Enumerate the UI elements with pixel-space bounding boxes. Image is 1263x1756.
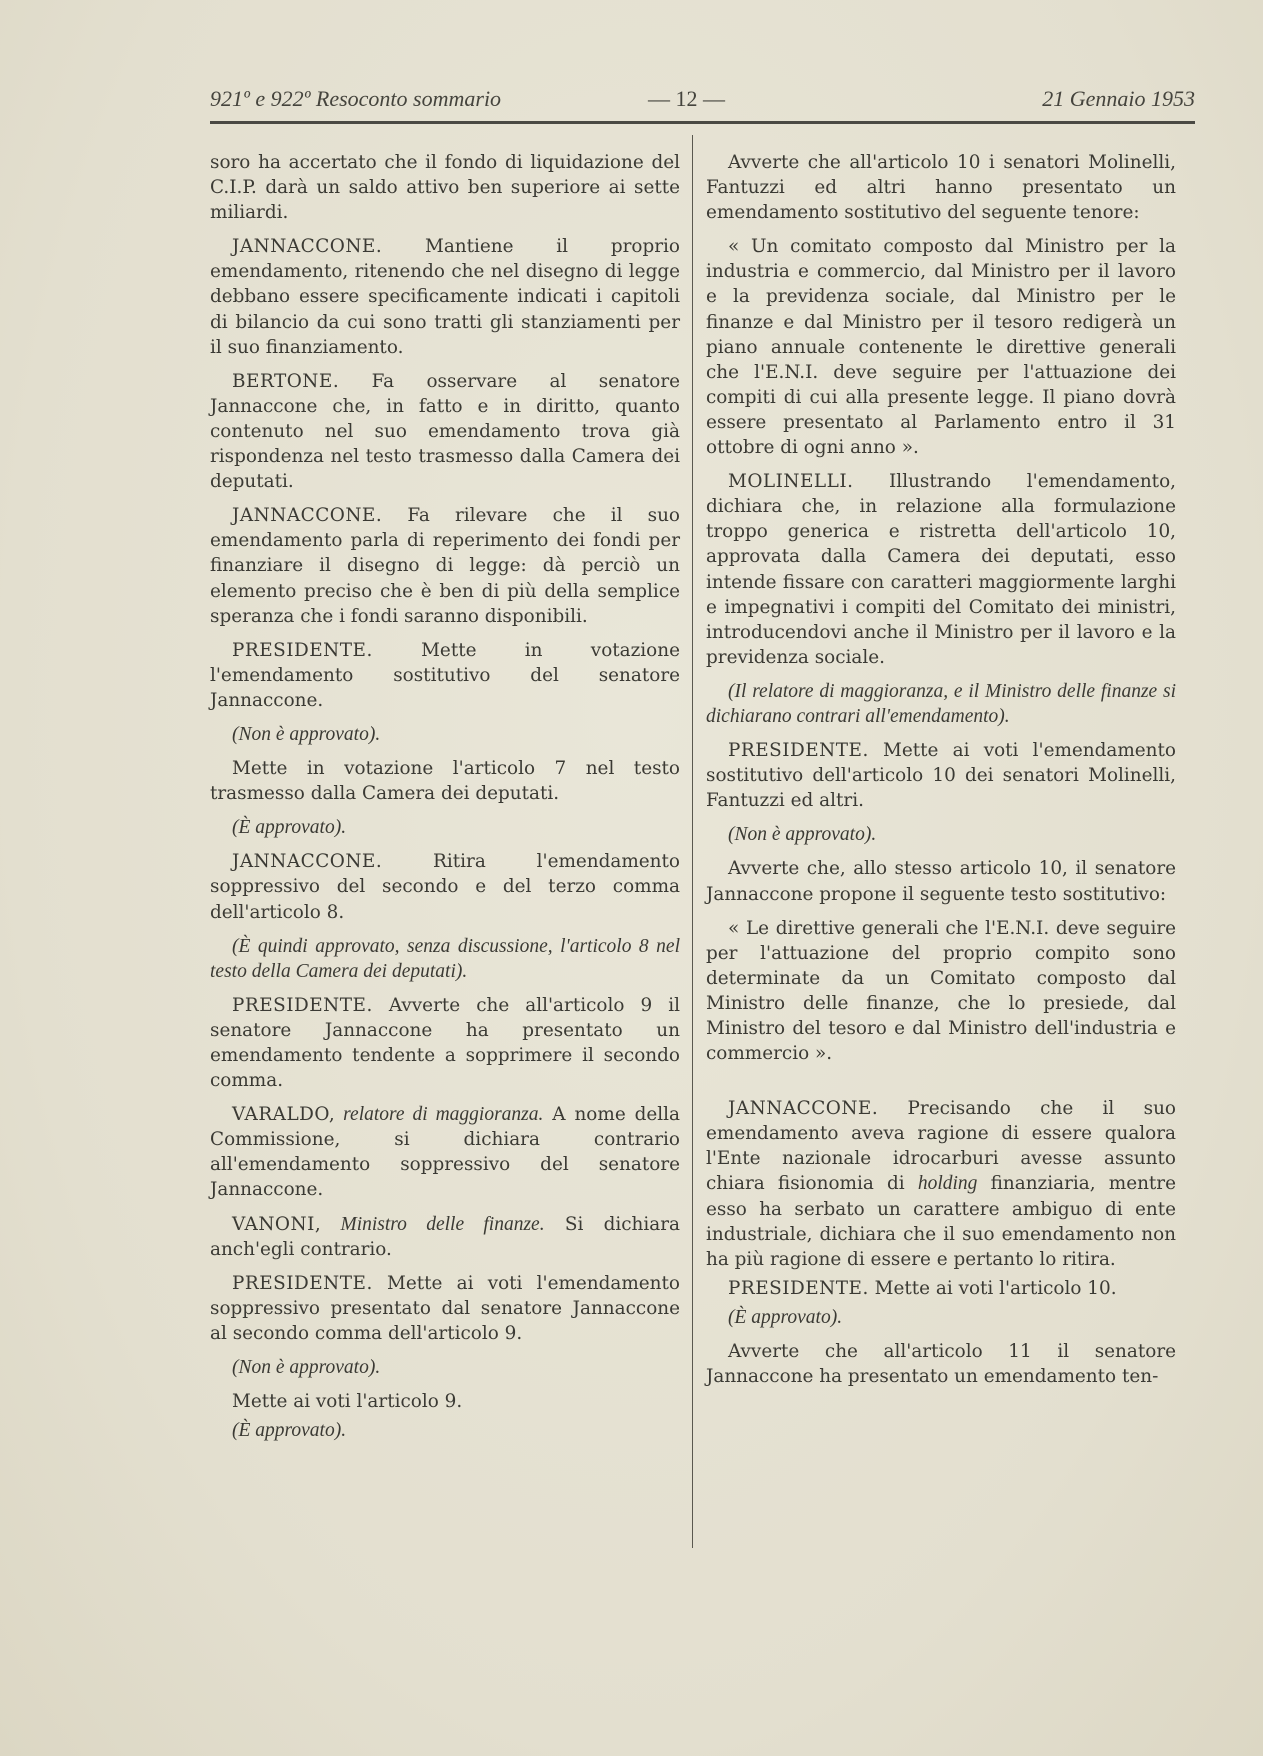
vote-result: (Non è approvato). bbox=[232, 723, 381, 745]
speaker-name: PRESIDENTE. bbox=[232, 1272, 373, 1294]
vote-result: (È approvato). bbox=[728, 1306, 843, 1328]
session-date: 21 Gennaio 1953 bbox=[1042, 86, 1195, 111]
paragraph: JANNACCONE. Precisando che il suo emendamento aveva ragione di essere qualora l'Ente nazionale idrocarburi avesse assunto chiara fisionomia di holding finanziaria, mentre esso ha serbato un carattere ambiguo di ente industriale, dichiara che il suo emendamento non ha più ragione di essere e pertanto lo ritira. bbox=[706, 1098, 1176, 1270]
paragraph: JANNACCONE. Mantiene il proprio emendamento, ritenendo che nel disegno di legge debbano essere specificamente indicati i capitoli di bilancio da cui sono tratti gli stanziamenti per il suo finanziamento. bbox=[210, 236, 680, 358]
right-column bbox=[706, 150, 1176, 1393]
vote-result: (È approvato). bbox=[232, 1420, 347, 1442]
vote-result: (Non è approvato). bbox=[728, 824, 877, 846]
left-column bbox=[210, 150, 680, 1447]
speaker-role: Ministro delle finanze. bbox=[321, 1213, 545, 1235]
speaker-name: PRESIDENTE. bbox=[728, 1277, 869, 1299]
quoted-amendment: « Un comitato composto dal Ministro per la industria e commercio, dal Ministro per il lavoro e la previdenza sociale, dal Ministro per le finanze e dal Ministro per il tesoro redigerà un piano annuale contenente le direttive generali che l'E.N.I. deve seguire per l'attuazione dei compiti di cui alla presente legge. Il piano dovrà essere presentato al Parlamento entro il 31 ottobre di ogni anno ». bbox=[706, 236, 1176, 459]
paragraph: MOLINELLI. Illustrando l'emendamento, dichiara che, in relazione alla formulazione troppo generica e ristretta dell'articolo 10, approvata dalla Camera dei deputati, esso intende fissare con caratteri maggiormente larghi e impegnativi i compiti del Comitato dei ministri, introducendovi anche il Ministro per il lavoro e la previdenza sociale. bbox=[706, 471, 1176, 668]
paragraph: soro ha accertato che il fondo di liquidazione del C.I.P. darà un saldo attivo ben superiore ai sette miliardi. bbox=[210, 152, 680, 224]
speaker-name: PRESIDENTE. bbox=[232, 639, 373, 661]
paragraph: VANONI, Ministro delle finanze. Si dichiara anch'egli contrario. bbox=[210, 1213, 680, 1260]
paragraph: Avverte che, allo stesso articolo 10, il senatore Jannaccone propone il seguente testo sostitutivo: bbox=[706, 858, 1176, 905]
speaker-role: relatore di maggioranza. bbox=[335, 1104, 544, 1126]
vote-result: (Il relatore di maggioranza, e il Ministro delle finanze si dichiarano contrari all'emendamento). bbox=[706, 680, 1176, 727]
quoted-amendment: « Le direttive generali che l'E.N.I. deve seguire per l'attuazione del proprio compito sono determinate da un Comitato composto dal Ministro delle finanze, che lo presiede, dal Ministro del tesoro e dal Ministro dell'industria e commercio ». bbox=[706, 917, 1176, 1065]
paragraph: JANNACCONE. Ritira l'emendamento soppressivo del secondo e del terzo comma dell'articolo 8. bbox=[210, 851, 680, 923]
speaker-name: JANNACCONE. bbox=[728, 1098, 879, 1120]
speaker-name: PRESIDENTE. bbox=[232, 994, 373, 1016]
speaker-name: JANNACCONE. bbox=[232, 851, 383, 873]
paragraph: PRESIDENTE. Avverte che all'articolo 9 il senatore Jannaccone ha presentato un emendamento tendente a sopprimere il secondo comma. bbox=[210, 994, 680, 1092]
vote-result: (È quindi approvato, senza discussione, l'articolo 8 nel testo della Camera dei deputati). bbox=[210, 935, 680, 982]
vote-result: (Non è approvato). bbox=[232, 1357, 381, 1379]
speaker-name: PRESIDENTE. bbox=[728, 740, 869, 762]
speaker-name: JANNACCONE. bbox=[232, 505, 383, 527]
header-rule bbox=[210, 121, 1195, 124]
column-divider bbox=[692, 135, 693, 1548]
page-number: — 12 — bbox=[648, 86, 725, 111]
vote-result: (È approvato). bbox=[232, 817, 347, 839]
paragraph: BERTONE. Fa osservare al senatore Jannaccone che, in fatto e in diritto, quanto contenuto nel suo emendamento trova già rispondenza nel testo trasmesso dalla Camera dei deputati. bbox=[210, 370, 680, 493]
paragraph: VARALDO, relatore di maggioranza. A nome della Commissione, si dichiara contrario all'emendamento soppressivo del senatore Jannaccone. bbox=[210, 1104, 680, 1201]
paragraph: Mette ai voti l'articolo 9. bbox=[232, 1391, 463, 1413]
speaker-name: VARALDO, bbox=[232, 1104, 336, 1126]
paragraph: PRESIDENTE. Mette ai voti l'articolo 10. bbox=[728, 1277, 1117, 1299]
speaker-name: MOLINELLI. bbox=[728, 471, 854, 493]
paragraph: Avverte che all'articolo 10 i senatori Molinelli, Fantuzzi ed altri hanno presentato un emendamento sostitutivo del seguente tenore: bbox=[706, 152, 1176, 224]
paragraph: PRESIDENTE. Mette ai voti l'emendamento soppressivo presentato dal senatore Jannaccone al secondo comma dell'articolo 9. bbox=[210, 1272, 680, 1344]
paragraph: Mette in votazione l'articolo 7 nel testo trasmesso dalla Camera dei deputati. bbox=[210, 758, 680, 805]
paragraph: Avverte che all'articolo 11 il senatore Jannaccone ha presentato un emendamento ten- bbox=[706, 1341, 1176, 1388]
speaker-name: JANNACCONE. bbox=[232, 236, 383, 258]
session-title: 921º e 922º Resoconto sommario bbox=[210, 86, 502, 111]
paragraph: PRESIDENTE. Mette ai voti l'emendamento sostitutivo dell'articolo 10 dei senatori Molinelli, Fantuzzi ed altri. bbox=[706, 740, 1176, 812]
paragraph: PRESIDENTE. Mette in votazione l'emendamento sostitutivo del senatore Jannaccone. bbox=[210, 639, 680, 711]
page-header bbox=[210, 86, 1195, 114]
speaker-name: VANONI, bbox=[232, 1213, 322, 1235]
speaker-name: BERTONE. bbox=[232, 370, 340, 392]
paragraph: JANNACCONE. Fa rilevare che il suo emendamento parla di reperimento dei fondi per finanziare il disegno di legge: dà perciò un elemento preciso che è ben di più della semplice speranza che i fondi saranno disponibili. bbox=[210, 505, 680, 627]
